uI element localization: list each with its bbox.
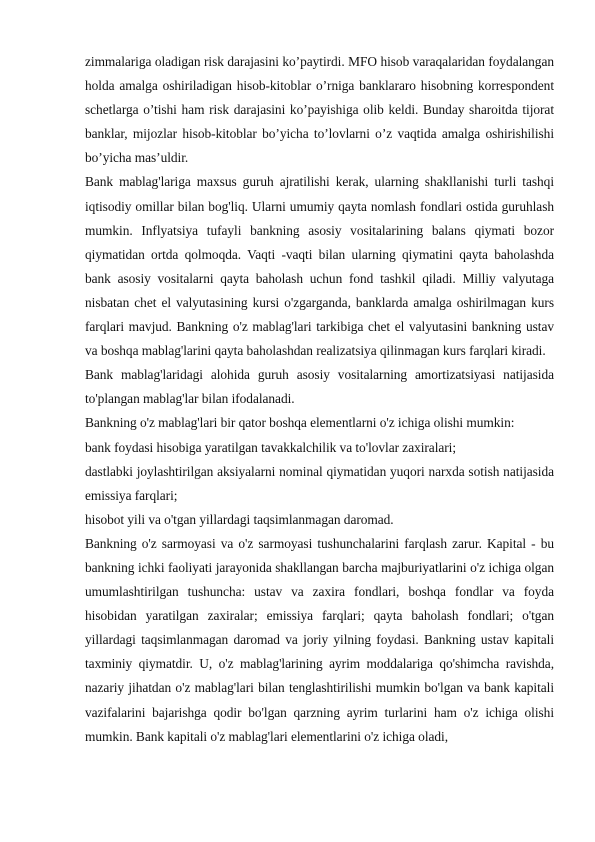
list-item-reserves: bank foydasi hisobiga yaratilgan tavakkalchilik va to'lovlar zaxiralari;: [85, 439, 457, 455]
list-item-retained-income: hisobot yili va o'tgan yillardagi taqsimlanmagan daromad.: [85, 511, 394, 527]
paragraph-capital-definition: Bankning o'z sarmoyasi va o'z sarmoyasi tushunchalarini farqlash zarur. Kapital - bu bankning ichki faoliyati jarayonida shakllangan barcha majburiyatlarini o'z ichiga olgan umumlashtirilgan tushuncha: ustav va zaxira fondlari, boshqa fondlar va foyda hisobidan yaratilgan zaxiralar; emissiya farqlari; qayta baholash fondlari; o'tgan yillardagi taqsimlanmagan daromad va joriy yilning foydasi. Bankning ustav kapitali taxminiy qiymatdir. U, o'z mablag'larining ayrim moddalariga qo'shimcha ravishda, nazariy jihatdan o'z mablag'lari bilan tenglashtirilishi mumkin bo'lgan va bank kapitali vazifalarini bajarishga qodir bo'lgan qarzning ayrim turlarini ham o'z ichiga olishi mumkin. Bank kapitali o'z mablag'lari elementlarini o'z ichiga oladi,: [85, 535, 554, 744]
paragraph-own-funds-elements: Bankning o'z mablag'lari bir qator boshqa elementlarni o'z ichiga olishi mumkin:: [85, 415, 515, 431]
paragraph-revaluation-funds: Bank mablag'lariga maxsus guruh ajratilishi kerak, ularning shakllanishi turli tashqi iqtisodiy omillar bilan bog'liq. Ularni umumiy qayta nomlash fondlari ostida guruhlash mumkin. Inflyatsiya tufayli bankning asosiy vositalarining balans qiymati bozor qiymatidan ortda qolmoqda. Vaqti -vaqti bilan ularning qiymatini qayta baholashda bank asosiy vositalarni qayta baholash uchun fond tashkil qiladi. Milliy valyutaga nisbatan chet el valyutasining kursi o'zgarganda, banklarda amalga oshirilmagan kurs farqlari mavjud. Bankning o'z mablag'lari tarkibiga chet el valyutasini bankning ustav va boshqa mablag'larini qayta baholashdan realizatsiya qilinmagan kurs farqlari kiradi.: [85, 174, 554, 359]
paragraph-amortization: Bank mablag'laridagi alohida guruh asosiy vositalarning amortizatsiyasi natijasida to'plangan mablag'lar bilan ifodalanadi.: [85, 367, 554, 407]
document-body: [85, 50, 554, 749]
paragraph-risk-level: zimmalariga oladigan risk darajasini ko’paytirdi. MFO hisob varaqalaridan foydalangan holda amalga oshiriladigan hisob-kitoblar o’rniga banklararo hisobning korrespondent schetlarga o’tishi ham risk darajasini ko’payishiga olib keldi. Bunday sharoitda tijorat banklar, mijozlar hisob-kitoblar bo’yicha to’lovlarni o’z vaqtida amalga oshirishilishi bo’yicha mas’uldir.: [85, 54, 554, 166]
list-item-emission-differences: dastlabki joylashtirilgan aksiyalarni nominal qiymatidan yuqori narxda sotish natijasida emissiya farqlari;: [85, 463, 554, 503]
